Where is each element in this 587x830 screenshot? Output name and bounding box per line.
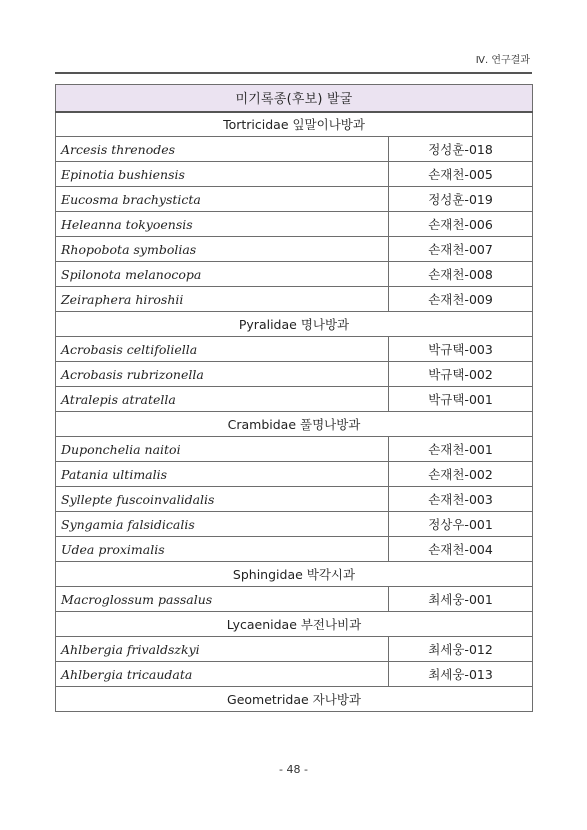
table-row xyxy=(56,362,533,387)
species-name: Ahlbergia frivaldszkyi xyxy=(56,637,389,662)
family-row xyxy=(56,562,533,587)
species-name: Eucosma brachysticta xyxy=(56,187,389,212)
table-row xyxy=(56,237,533,262)
specimen-code: 최세웅-013 xyxy=(389,662,533,687)
species-name: Atralepis atratella xyxy=(56,387,389,412)
species-table-body xyxy=(56,85,533,712)
table-row xyxy=(56,662,533,687)
specimen-code: 손재천-006 xyxy=(389,212,533,237)
species-name: Patania ultimalis xyxy=(56,462,389,487)
species-name: Udea proximalis xyxy=(56,537,389,562)
header-rule xyxy=(55,72,532,74)
family-row xyxy=(56,312,533,337)
table-row xyxy=(56,587,533,612)
family-name: Pyralidae 명나방과 xyxy=(56,312,533,337)
specimen-code: 정성훈-019 xyxy=(389,187,533,212)
table-row xyxy=(56,512,533,537)
specimen-code: 손재천-003 xyxy=(389,487,533,512)
family-row xyxy=(56,612,533,637)
species-table xyxy=(55,84,533,712)
family-name: Geometridae 자나방과 xyxy=(56,687,533,712)
specimen-code: 최세웅-012 xyxy=(389,637,533,662)
table-row xyxy=(56,287,533,312)
table-row xyxy=(56,462,533,487)
specimen-code: 손재천-001 xyxy=(389,437,533,462)
species-name: Epinotia bushiensis xyxy=(56,162,389,187)
family-row xyxy=(56,687,533,712)
table-row xyxy=(56,387,533,412)
section-header: Ⅳ. 연구결과 xyxy=(475,55,530,66)
family-row xyxy=(56,112,533,137)
table-title: 미기록종(후보) 발굴 xyxy=(56,85,533,112)
specimen-code: 손재천-005 xyxy=(389,162,533,187)
specimen-code: 손재천-009 xyxy=(389,287,533,312)
specimen-code: 박규택-002 xyxy=(389,362,533,387)
table-row xyxy=(56,487,533,512)
family-name: Crambidae 풀명나방과 xyxy=(56,412,533,437)
species-name: Arcesis threnodes xyxy=(56,137,389,162)
family-name: Lycaenidae 부전나비과 xyxy=(56,612,533,637)
specimen-code: 손재천-002 xyxy=(389,462,533,487)
species-name: Syngamia falsidicalis xyxy=(56,512,389,537)
family-name: Sphingidae 박각시과 xyxy=(56,562,533,587)
specimen-code: 박규택-003 xyxy=(389,337,533,362)
species-name: Acrobasis rubrizonella xyxy=(56,362,389,387)
species-name: Zeiraphera hiroshii xyxy=(56,287,389,312)
specimen-code: 정성훈-018 xyxy=(389,137,533,162)
species-name: Macroglossum passalus xyxy=(56,587,389,612)
table-row xyxy=(56,187,533,212)
table-row xyxy=(56,212,533,237)
specimen-code: 최세웅-001 xyxy=(389,587,533,612)
family-name: Tortricidae 잎말이나방과 xyxy=(56,112,533,137)
family-row xyxy=(56,412,533,437)
specimen-code: 손재천-008 xyxy=(389,262,533,287)
species-name: Acrobasis celtifoliella xyxy=(56,337,389,362)
table-title-row xyxy=(56,85,533,112)
species-name: Spilonota melanocopa xyxy=(56,262,389,287)
species-name: Duponchelia naitoi xyxy=(56,437,389,462)
specimen-code: 손재천-007 xyxy=(389,237,533,262)
table-row xyxy=(56,162,533,187)
specimen-code: 정상우-001 xyxy=(389,512,533,537)
species-name: Heleanna tokyoensis xyxy=(56,212,389,237)
specimen-code: 손재천-004 xyxy=(389,537,533,562)
specimen-code: 박규택-001 xyxy=(389,387,533,412)
species-name: Syllepte fuscoinvalidalis xyxy=(56,487,389,512)
species-name: Ahlbergia tricaudata xyxy=(56,662,389,687)
table-row xyxy=(56,137,533,162)
table-row xyxy=(56,337,533,362)
table-row xyxy=(56,262,533,287)
table-row xyxy=(56,537,533,562)
page-number: - 48 - xyxy=(279,763,308,776)
species-name: Rhopobota symbolias xyxy=(56,237,389,262)
table-row xyxy=(56,437,533,462)
table-row xyxy=(56,637,533,662)
